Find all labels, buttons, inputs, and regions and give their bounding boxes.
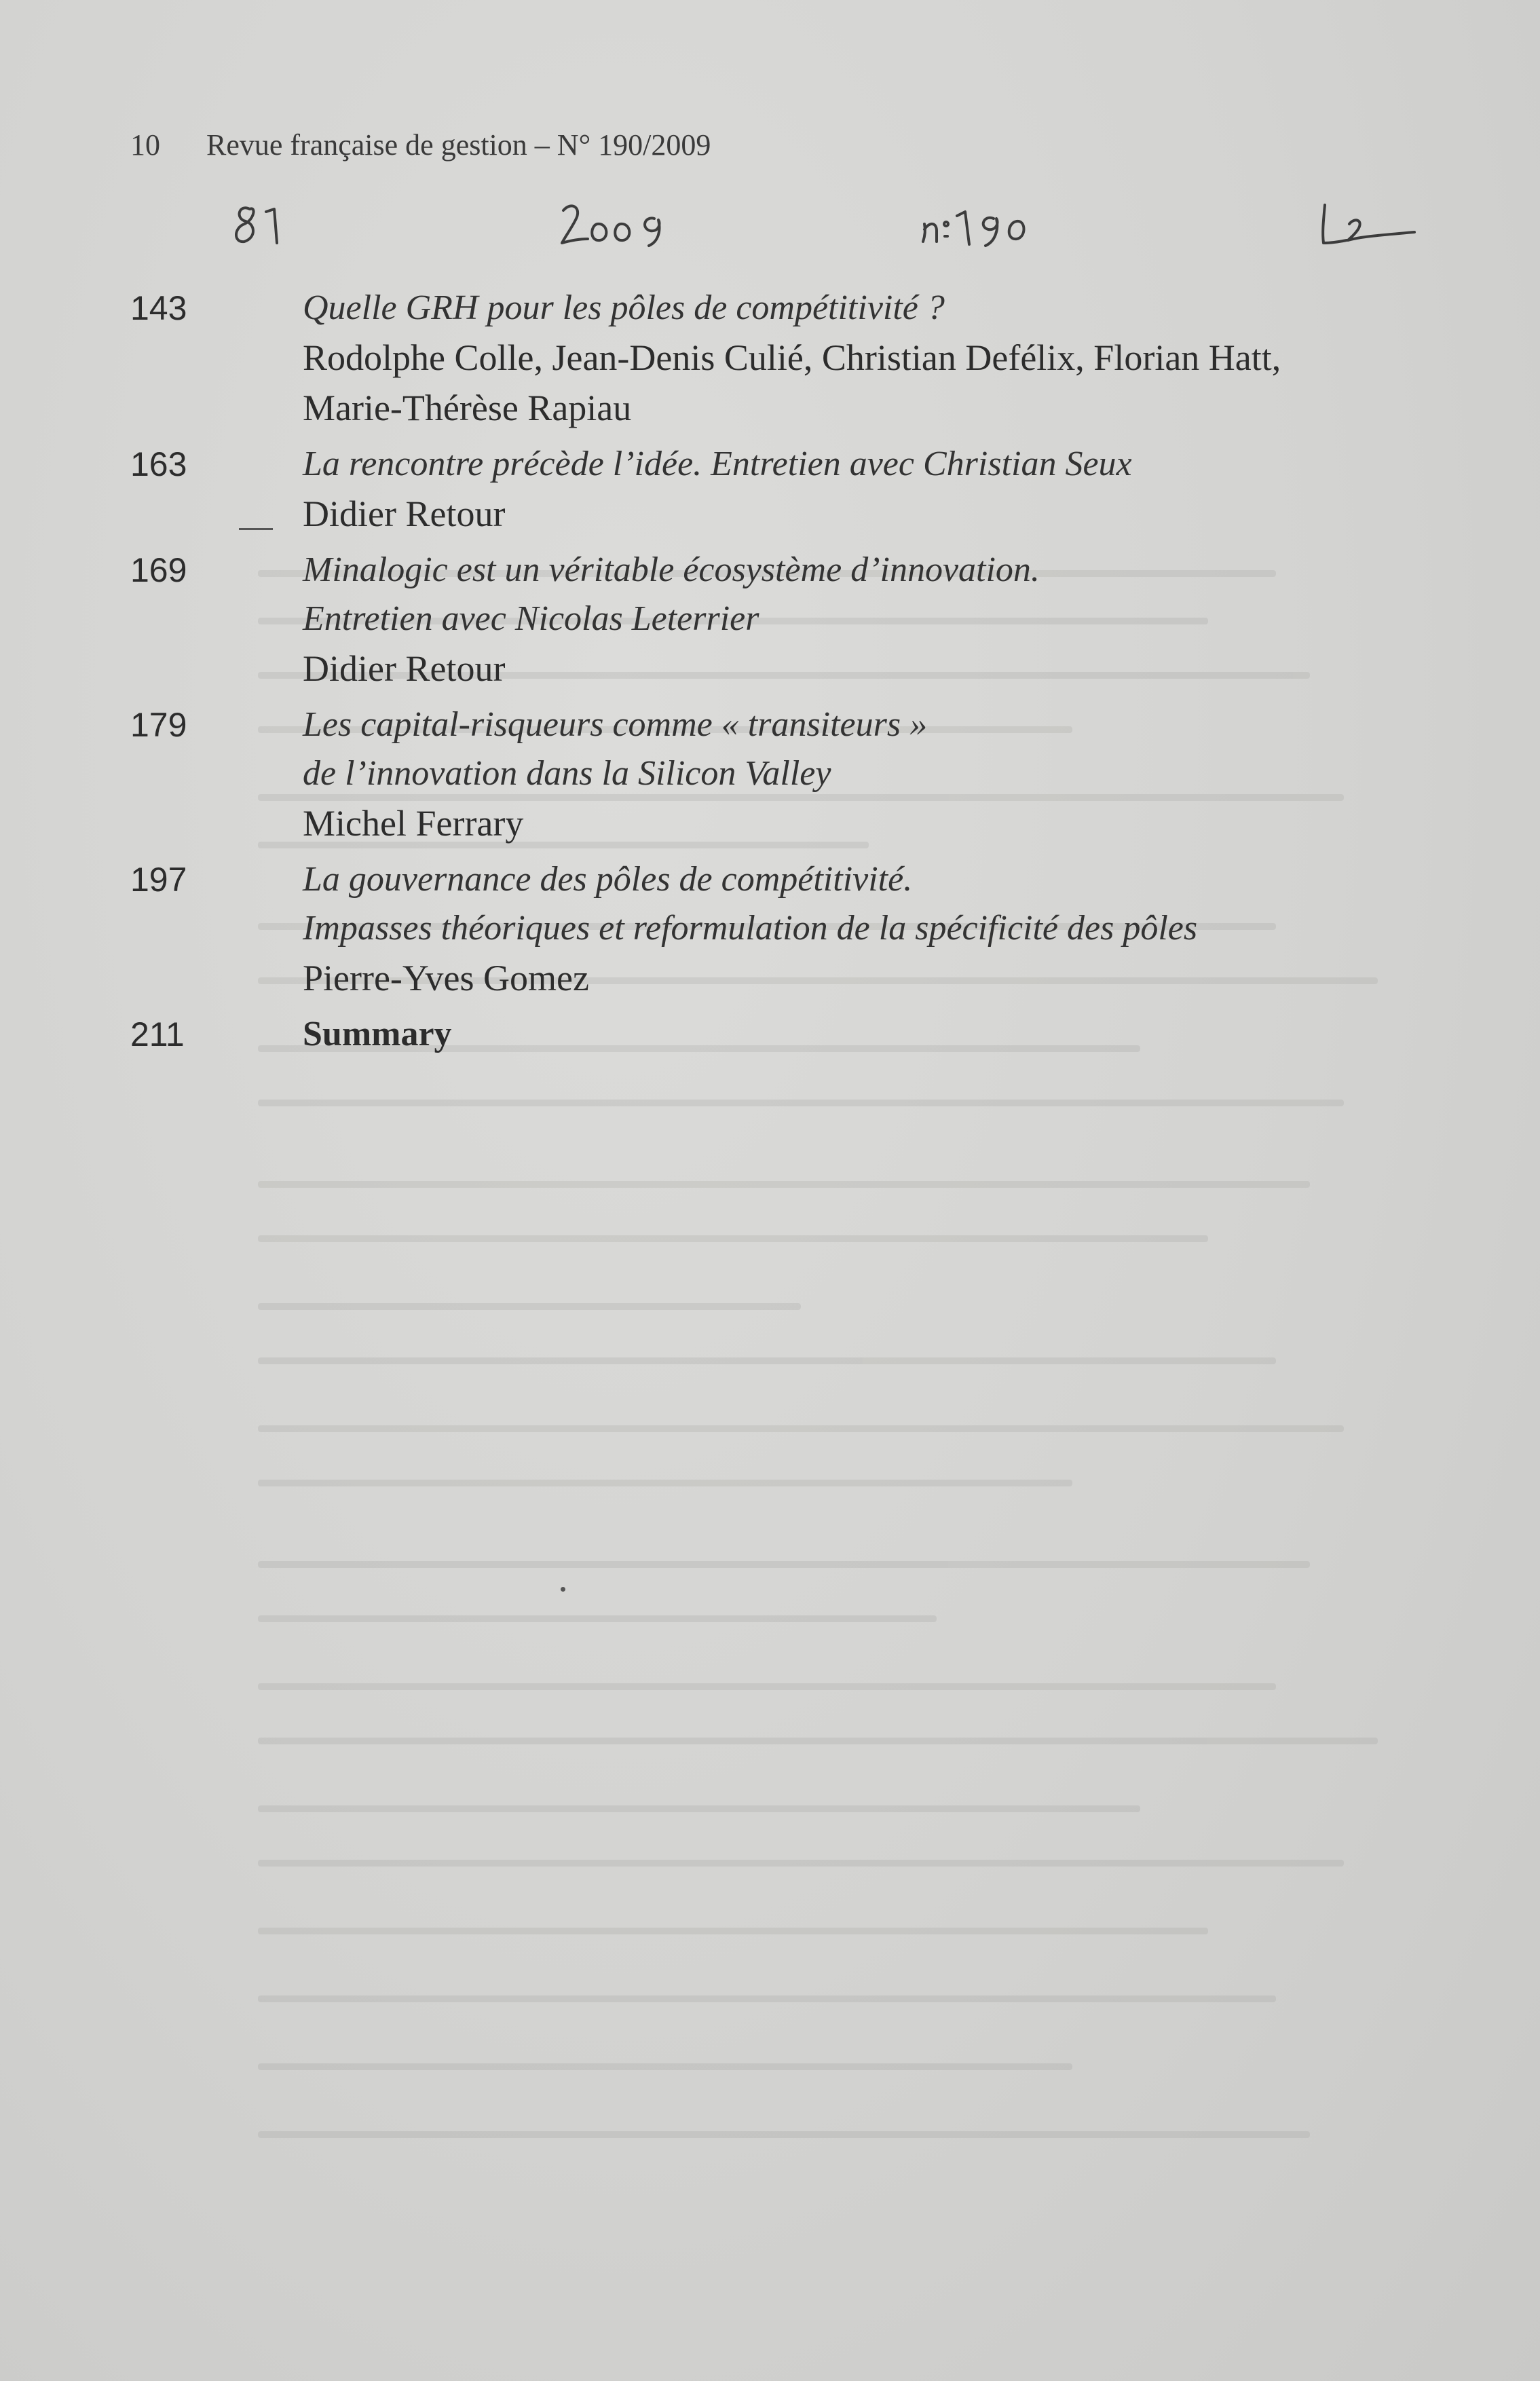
- bleed-through-line: [258, 1860, 1344, 1867]
- bleed-through-line: [258, 1683, 1276, 1690]
- bleed-through-line: [258, 1928, 1208, 1934]
- bleed-through-line: [258, 2131, 1310, 2138]
- toc-page-number: 179: [130, 706, 187, 744]
- bleed-through-line: [258, 1805, 1140, 1812]
- toc-entry-body: [303, 700, 1420, 848]
- handwritten-note: [923, 212, 1024, 246]
- bleed-through-line: [258, 1181, 1310, 1188]
- bleed-through-line: [258, 1425, 1344, 1432]
- handwritten-note: [562, 206, 660, 246]
- article-title-line: Impasses théoriques et reformulation de la spécificité des pôles: [303, 909, 1198, 948]
- bleed-through-line: [258, 2063, 1072, 2070]
- article-title-line: La gouvernance des pôles de compétitivité.: [303, 860, 913, 899]
- page-folio: 10: [130, 128, 160, 162]
- article-author-line: Didier Retour: [303, 648, 506, 689]
- article-title-line: Entretien avec Nicolas Leterrier: [303, 599, 759, 638]
- toc-entry: [130, 284, 1420, 433]
- toc-page-number: 143: [130, 289, 187, 327]
- article-author-line: Pierre-Yves Gomez: [303, 958, 589, 998]
- bleed-through-line: [258, 1357, 1276, 1364]
- toc-page-number: 169: [130, 551, 187, 589]
- bleed-through-line: [258, 1303, 801, 1310]
- toc-entry-body: [303, 440, 1420, 539]
- table-of-contents: [130, 284, 1420, 1066]
- journal-title: Revue française de gestion – N° 190/2009: [206, 128, 711, 162]
- toc-page-number: 211: [130, 1015, 185, 1053]
- article-author-line: Rodolphe Colle, Jean-Denis Culié, Christian Defélix, Florian Hatt,: [303, 337, 1281, 378]
- toc-entry: [130, 855, 1420, 1003]
- ink-speck: [561, 1587, 565, 1592]
- running-head: [130, 128, 711, 162]
- toc-entry: [130, 700, 1420, 848]
- toc-entry-body: [303, 284, 1420, 433]
- handwritten-note: [236, 208, 277, 243]
- bleed-through-line: [258, 1235, 1208, 1242]
- toc-entry-body: [303, 855, 1420, 1003]
- bleed-through-line: [258, 1480, 1072, 1486]
- bleed-through-line: [258, 1100, 1344, 1106]
- article-title-line: La rencontre précède l’idée. Entretien avec Christian Seux: [303, 445, 1132, 483]
- toc-entry: [130, 440, 1420, 539]
- pen-dash-mark: [239, 528, 273, 530]
- summary-label: Summary: [303, 1015, 452, 1053]
- article-title-line: de l’innovation dans la Silicon Valley: [303, 754, 831, 793]
- toc-entry-body: [303, 546, 1420, 694]
- article-title-line: Minalogic est un véritable écosystème d’innovation.: [303, 550, 1040, 589]
- bleed-through-line: [258, 1615, 937, 1622]
- toc-entry-summary: [130, 1010, 1420, 1059]
- article-title-line: Les capital-risqueurs comme « transiteurs »: [303, 705, 928, 744]
- toc-entry: [130, 546, 1420, 694]
- bleed-through-line: [258, 1738, 1378, 1744]
- article-author-line: Marie-Thérèse Rapiau: [303, 388, 632, 428]
- article-title-line: Quelle GRH pour les pôles de compétitivité ?: [303, 288, 945, 327]
- handwritten-annotations: [0, 189, 1540, 250]
- bleed-through-line: [258, 1561, 1310, 1568]
- bleed-through-line: [258, 1995, 1276, 2002]
- article-author-line: Didier Retour: [303, 493, 506, 534]
- toc-page-number: 163: [130, 445, 187, 483]
- toc-page-number: 197: [130, 861, 187, 899]
- handwritten-note: [1323, 205, 1414, 243]
- article-author-line: Michel Ferrary: [303, 803, 524, 844]
